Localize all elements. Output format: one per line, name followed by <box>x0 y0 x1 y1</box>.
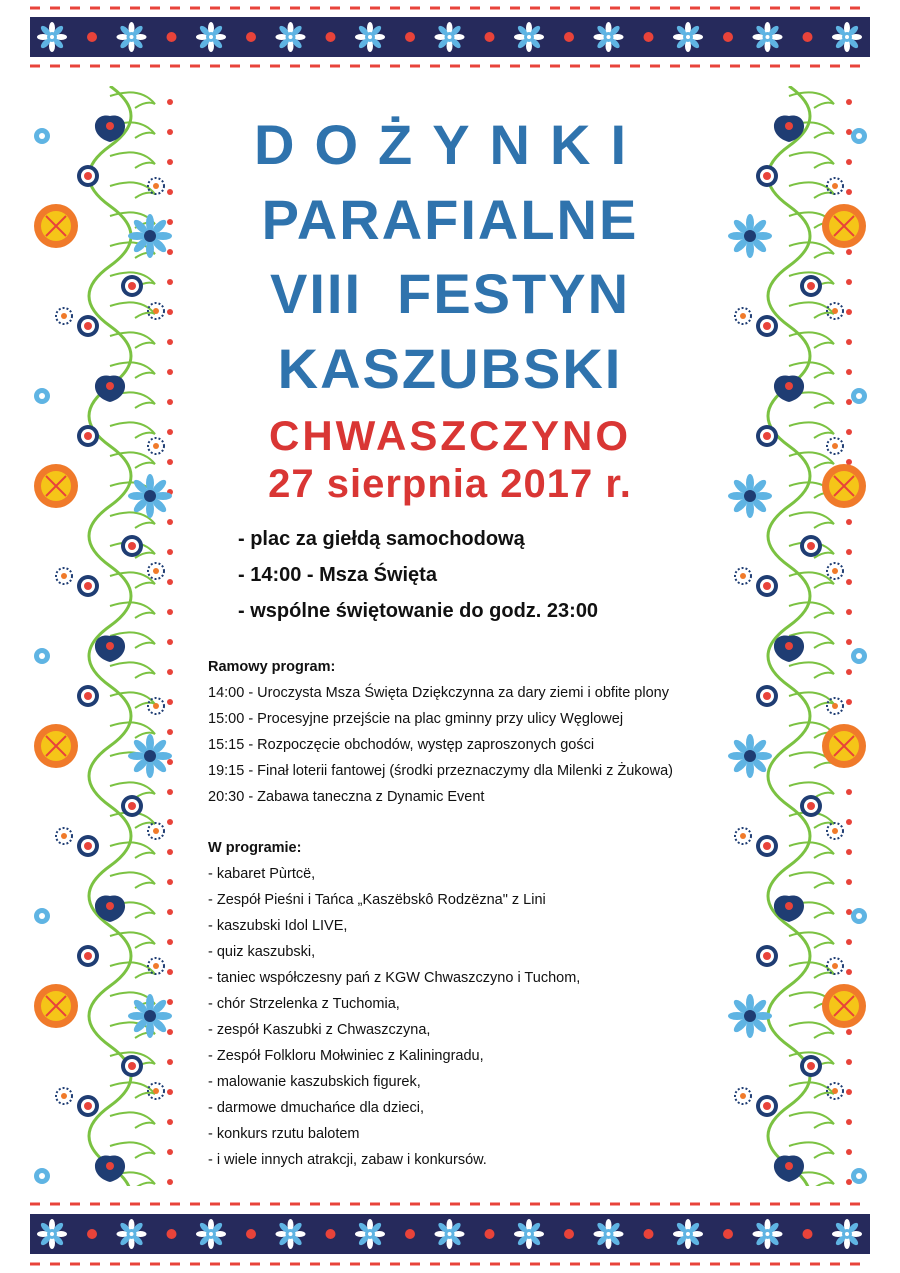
program-item: - kaszubski Idol LIVE, <box>208 918 348 934</box>
flower-band-icon-row <box>30 1214 870 1254</box>
red-dot-icon <box>485 32 495 42</box>
kashubian-flower-icon <box>594 22 624 52</box>
red-dot-icon <box>326 32 336 42</box>
title-line-2: PARAFIALNE <box>261 188 639 251</box>
schedule-item: 15:00 - Procesyjne przejście na plac gminny przy ulicy Węglowej <box>208 711 624 727</box>
red-dot-icon <box>167 32 177 42</box>
kashubian-flower-icon <box>753 22 783 52</box>
top-ornament-band <box>30 17 870 57</box>
info-line-mass: - 14:00 - Msza Święta <box>238 564 437 586</box>
red-dot-icon <box>246 32 256 42</box>
title-line-3: VIII FESTYN <box>269 262 631 325</box>
top-dash-line-inner <box>30 63 870 69</box>
program-item: - Zespół Pieśni i Tańca „Kaszëbskô Rodzëzna" z Lini <box>208 892 546 908</box>
red-dot-icon <box>326 1229 336 1239</box>
left-embroidery-border <box>28 86 193 1186</box>
date-heading: 27 sierpnia 2017 r. <box>268 462 632 506</box>
schedule-heading: Ramowy program: <box>208 659 336 675</box>
program-item: - quiz kaszubski, <box>208 944 316 960</box>
info-line-celebration: - wspólne świętowanie do godz. 23:00 <box>238 600 599 622</box>
red-dot-icon <box>405 1229 415 1239</box>
flower-band-icon-row <box>30 17 870 57</box>
program-heading: W programie: <box>208 840 302 856</box>
red-dot-icon <box>803 32 813 42</box>
program-item: - malowanie kaszubskich figurek, <box>208 1074 421 1090</box>
program-item: - zespół Kaszubki z Chwaszczyna, <box>208 1022 431 1038</box>
title-line-1: DOŻYNKI <box>254 113 646 176</box>
kashubian-flower-icon <box>196 22 226 52</box>
schedule-item: 20:30 - Zabawa taneczna z Dynamic Event <box>208 789 485 805</box>
kashubian-flower-icon <box>355 1219 385 1249</box>
red-dot-icon <box>405 32 415 42</box>
red-dot-icon <box>564 32 574 42</box>
program-item: - darmowe dmuchańce dla dzieci, <box>208 1100 424 1116</box>
schedule-item: 19:15 - Finał loterii fantowej (środki przeznaczymy dla Milenki z Żukowa) <box>208 763 673 779</box>
red-dot-icon <box>803 1229 813 1239</box>
right-embroidery-border <box>707 86 872 1186</box>
red-dot-icon <box>644 32 654 42</box>
kashubian-flower-icon <box>832 22 862 52</box>
red-dot-icon <box>723 32 733 42</box>
kashubian-flower-icon <box>435 1219 465 1249</box>
program-item: - i wiele innych atrakcji, zabaw i konkursów. <box>208 1152 487 1168</box>
kashubian-flower-icon <box>355 22 385 52</box>
kashubian-flower-icon <box>117 1219 147 1249</box>
top-dash-line-outer <box>30 5 870 11</box>
kashubian-flower-icon <box>673 22 703 52</box>
kashubian-embroidery-icon <box>28 86 193 1186</box>
red-dot-icon <box>644 1229 654 1239</box>
schedule-item: 15:15 - Rozpoczęcie obchodów, występ zaproszonych gości <box>208 737 595 753</box>
program-item: - konkurs rzutu balotem <box>208 1126 360 1142</box>
schedule-section <box>208 654 708 810</box>
kashubian-flower-icon <box>514 22 544 52</box>
kashubian-flower-icon <box>37 1219 67 1249</box>
program-item: - Zespół Folkloru Mołwiniec z Kaliningradu, <box>208 1048 484 1064</box>
kashubian-flower-icon <box>753 1219 783 1249</box>
program-item: - kabaret Pùrtcë, <box>208 866 316 882</box>
program-item: - chór Strzelenka z Tuchomia, <box>208 996 400 1012</box>
program-item: - taniec współczesny pań z KGW Chwaszczyno i Tuchom, <box>208 970 581 986</box>
red-dot-icon <box>87 32 97 42</box>
kashubian-flower-icon <box>196 1219 226 1249</box>
kashubian-flower-icon <box>514 1219 544 1249</box>
red-dot-icon <box>246 1229 256 1239</box>
program-section <box>208 835 708 1173</box>
red-dot-icon <box>87 1229 97 1239</box>
red-dot-icon <box>564 1229 574 1239</box>
kashubian-flower-icon <box>594 1219 624 1249</box>
info-line-place: - plac za giełdą samochodową <box>238 528 525 550</box>
red-dot-icon <box>485 1229 495 1239</box>
kashubian-flower-icon <box>832 1219 862 1249</box>
bottom-dash-line-outer <box>30 1261 870 1267</box>
kashubian-flower-icon <box>276 1219 306 1249</box>
location-heading: CHWASZCZYNO <box>269 412 631 459</box>
schedule-item: 14:00 - Uroczysta Msza Święta Dziękczynna za dary ziemi i obfite plony <box>208 685 669 701</box>
kashubian-flower-icon <box>37 22 67 52</box>
bottom-dash-line-inner <box>30 1201 870 1207</box>
kashubian-flower-icon <box>435 22 465 52</box>
red-dot-icon <box>723 1229 733 1239</box>
bottom-ornament-band <box>30 1214 870 1254</box>
kashubian-flower-icon <box>276 22 306 52</box>
red-dot-icon <box>167 1229 177 1239</box>
title-line-4: KASZUBSKI <box>277 337 623 400</box>
kashubian-flower-icon <box>673 1219 703 1249</box>
kashubian-embroidery-icon <box>707 86 872 1186</box>
kashubian-flower-icon <box>117 22 147 52</box>
